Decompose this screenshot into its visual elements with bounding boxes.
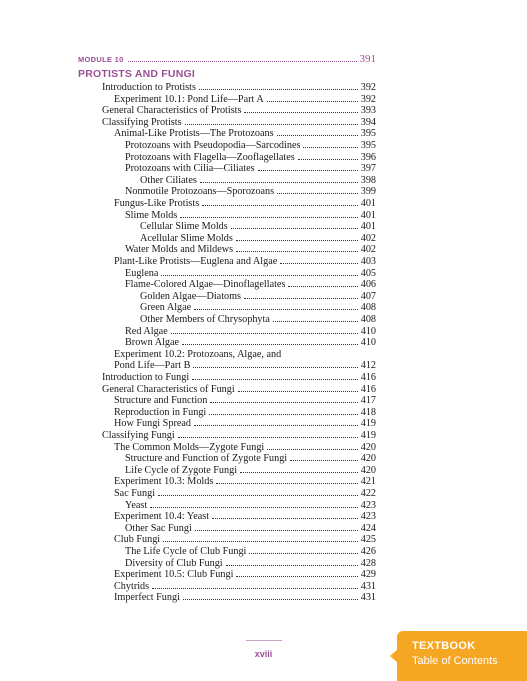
toc-entry-title: Golden Algae—Diatoms bbox=[140, 290, 242, 302]
textbook-toc-tab[interactable] bbox=[397, 631, 527, 681]
toc-entry-title: Other Ciliates bbox=[140, 174, 197, 186]
dot-leader bbox=[171, 333, 358, 334]
dot-leader bbox=[236, 576, 357, 577]
toc-entry-title: Protozoans with Pseudopodia—Sarcodines bbox=[125, 140, 301, 151]
toc-entry-page: 398 bbox=[360, 174, 376, 186]
toc-entry-title: Introduction to Protists bbox=[102, 82, 196, 93]
toc-entry-page: 392 bbox=[360, 82, 376, 93]
dot-leader bbox=[150, 507, 358, 508]
toc-entry-title: Protozoans with Flagella—Zooflagellates bbox=[125, 151, 295, 163]
toc-entry-title: The Life Cycle of Club Fungi bbox=[125, 546, 247, 557]
dot-leader bbox=[226, 565, 358, 566]
toc-entry-page: 399 bbox=[360, 186, 376, 198]
dot-leader bbox=[195, 530, 358, 531]
dot-leader bbox=[236, 251, 358, 252]
toc-entry-title: Brown Algae bbox=[125, 337, 180, 349]
footer-divider bbox=[246, 640, 282, 641]
dot-leader bbox=[244, 112, 357, 113]
toc-entry-title: General Characteristics of Fungi bbox=[102, 383, 235, 395]
module-heading-row[interactable] bbox=[78, 53, 376, 67]
toc-entry[interactable] bbox=[114, 592, 376, 605]
toc-entry-title: Introduction to Fungi bbox=[102, 372, 190, 383]
toc-entry-title: Reproduction in Fungi bbox=[114, 406, 207, 418]
toc-entry-page: 405 bbox=[360, 267, 376, 279]
dot-leader bbox=[209, 414, 357, 415]
toc-entry-title: Animal-Like Protists—The Protozoans bbox=[114, 128, 274, 140]
toc-entry-page: 431 bbox=[360, 592, 376, 604]
dot-leader bbox=[238, 391, 358, 392]
toc-entry-page: 392 bbox=[360, 93, 376, 105]
toc-entry-page: 408 bbox=[360, 302, 376, 314]
dot-leader bbox=[161, 275, 357, 276]
toc-entry-title: Other Sac Fungi bbox=[125, 522, 192, 534]
toc-entry-page: 407 bbox=[360, 290, 376, 302]
toc-entry-page: 419 bbox=[360, 430, 376, 441]
toc-entry-title: Experiment 10.1: Pond Life—Part A bbox=[114, 93, 264, 105]
toc-entry-title: Other Members of Chrysophyta bbox=[140, 314, 270, 325]
toc-entry-title: Diversity of Club Fungi bbox=[125, 557, 223, 569]
dot-leader bbox=[180, 217, 357, 218]
toc-entry-page: 428 bbox=[360, 557, 376, 569]
dot-leader bbox=[298, 159, 358, 160]
toc-entry-title: Protozoans with Cilia—Ciliates bbox=[125, 163, 255, 175]
dot-leader bbox=[194, 309, 358, 310]
toc-entry-page: 420 bbox=[360, 441, 376, 453]
toc-entry-title: Imperfect Fungi bbox=[114, 592, 180, 604]
toc-entry-title: Euglena bbox=[125, 267, 159, 279]
toc-entry-title: Sac Fungi bbox=[114, 488, 156, 499]
toc-entry-page: 421 bbox=[360, 476, 376, 488]
toc-entry-title: Chytrids bbox=[114, 580, 150, 592]
dot-leader bbox=[158, 495, 358, 496]
toc-entry-title: Experiment 10.5: Club Fungi bbox=[114, 569, 234, 581]
toc-entry-page: 410 bbox=[360, 337, 376, 349]
dot-leader bbox=[193, 367, 357, 368]
toc-entry-page: 402 bbox=[360, 232, 376, 244]
dot-leader bbox=[163, 541, 358, 542]
dot-leader bbox=[210, 402, 357, 403]
toc-entry-title: How Fungi Spread bbox=[114, 418, 191, 430]
dot-leader bbox=[290, 460, 358, 461]
dot-leader bbox=[152, 588, 358, 589]
toc-entry-page: 420 bbox=[360, 453, 376, 465]
dot-leader bbox=[183, 599, 358, 600]
toc-entry-page: 396 bbox=[360, 151, 376, 163]
toc-entry-page: 423 bbox=[360, 499, 376, 511]
dot-leader bbox=[231, 228, 358, 229]
dot-leader bbox=[202, 205, 358, 206]
toc-entry-title: Club Fungi bbox=[114, 534, 161, 546]
toc-entry-page: 402 bbox=[360, 244, 376, 256]
module-label: MODULE 10 bbox=[78, 55, 124, 64]
dot-leader bbox=[244, 298, 358, 299]
toc-entry-page: 423 bbox=[360, 511, 376, 523]
dot-leader bbox=[192, 379, 358, 380]
toc-entry-page: 401 bbox=[360, 221, 376, 233]
toc-entry-title: Pond Life—Part B bbox=[114, 360, 191, 372]
toc-entry-page: 418 bbox=[360, 406, 376, 418]
toc-entry-title: Experiment 10.3: Molds bbox=[114, 476, 214, 488]
toc-entry-page: 420 bbox=[360, 464, 376, 476]
dot-leader bbox=[194, 425, 358, 426]
dot-leader bbox=[277, 193, 358, 194]
toc-entry-title: Yeast bbox=[125, 499, 148, 511]
toc-entry-page: 408 bbox=[360, 314, 376, 325]
toc-entry-page: 431 bbox=[360, 580, 376, 592]
module-title: PROTISTS AND FUNGI bbox=[78, 68, 195, 80]
tab-label-textbook: TEXTBOOK bbox=[412, 640, 476, 652]
toc-entry-page: 410 bbox=[360, 325, 376, 337]
toc-entry-title: Life Cycle of Zygote Fungi bbox=[125, 464, 238, 476]
toc-entry-page: 401 bbox=[360, 209, 376, 221]
toc-entry-title: Water Molds and Mildews bbox=[125, 244, 234, 256]
dot-leader bbox=[240, 472, 358, 473]
toc-entry-page: 393 bbox=[360, 105, 376, 117]
toc-entry-page: 394 bbox=[360, 116, 376, 128]
toc-entry-title: Classifying Protists bbox=[102, 116, 182, 128]
dot-leader bbox=[277, 135, 358, 136]
toc-entry-title: General Characteristics of Protists bbox=[102, 105, 242, 117]
toc-entry-page: 429 bbox=[360, 569, 376, 581]
dot-leader bbox=[258, 170, 358, 171]
toc-entry-page: 397 bbox=[360, 163, 376, 175]
toc-entry-page: 401 bbox=[360, 198, 376, 209]
toc-entry-title: The Common Molds—Zygote Fungi bbox=[114, 441, 265, 453]
toc-entry-title: Flame-Colored Algae—Dinoflagellates bbox=[125, 279, 286, 291]
dot-leader bbox=[273, 321, 358, 322]
toc-entry-page: 422 bbox=[360, 488, 376, 499]
toc-entry-page: 395 bbox=[360, 128, 376, 140]
toc-entry-page: 412 bbox=[360, 360, 376, 372]
dot-leader bbox=[236, 240, 358, 241]
dot-leader bbox=[216, 483, 357, 484]
toc-entry-title: Structure and Function of Zygote Fungi bbox=[125, 453, 288, 465]
dot-leader bbox=[178, 437, 358, 438]
toc-entry-title: Slime Molds bbox=[125, 209, 178, 221]
toc-entry-page: 403 bbox=[360, 256, 376, 267]
toc-entry-title: Experiment 10.4: Yeast bbox=[114, 511, 210, 523]
toc-entry-title: Classifying Fungi bbox=[102, 430, 175, 441]
dot-leader bbox=[185, 124, 358, 125]
dot-leader bbox=[267, 449, 357, 450]
dot-leader bbox=[249, 553, 357, 554]
toc-entry-title: Green Algae bbox=[140, 302, 192, 314]
dot-leader bbox=[200, 182, 358, 183]
dot-leader bbox=[280, 263, 357, 264]
toc-entry-page: 416 bbox=[360, 383, 376, 395]
toc-entry-page: 424 bbox=[360, 522, 376, 534]
dot-leader bbox=[303, 147, 357, 148]
toc-entry-page: 406 bbox=[360, 279, 376, 291]
dot-leader bbox=[182, 344, 358, 345]
dot-leader bbox=[288, 286, 357, 287]
dot-leader bbox=[199, 89, 358, 90]
module-page-number: 391 bbox=[359, 53, 376, 65]
toc-entry-page: 416 bbox=[360, 372, 376, 383]
toc-entry-page: 417 bbox=[360, 395, 376, 407]
toc-entry-title: Cellular Slime Molds bbox=[140, 221, 228, 233]
toc-entry-title: Structure and Function bbox=[114, 395, 208, 407]
toc-entry-page: 395 bbox=[360, 140, 376, 151]
dot-leader bbox=[212, 518, 358, 519]
tab-label-toc: Table of Contents bbox=[412, 655, 498, 667]
toc-entry-title: Plant-Like Protists—Euglena and Algae bbox=[114, 256, 278, 267]
toc-entry-title: Acellular Slime Molds bbox=[140, 232, 233, 244]
toc-entry-title: Nonmotile Protozoans—Sporozoans bbox=[125, 186, 275, 198]
toc-entry-page: 419 bbox=[360, 418, 376, 430]
toc-entry-page: 425 bbox=[360, 534, 376, 546]
toc-entry-title: Experiment 10.2: Protozoans, Algae, and bbox=[114, 348, 282, 360]
dot-leader bbox=[267, 101, 358, 102]
dot-leader bbox=[128, 61, 357, 62]
toc-entry-title: Red Algae bbox=[125, 325, 168, 337]
toc-entry-page: 426 bbox=[360, 546, 376, 557]
page-number: xviii bbox=[254, 649, 273, 659]
toc-entry-title: Fungus-Like Protists bbox=[114, 198, 200, 209]
